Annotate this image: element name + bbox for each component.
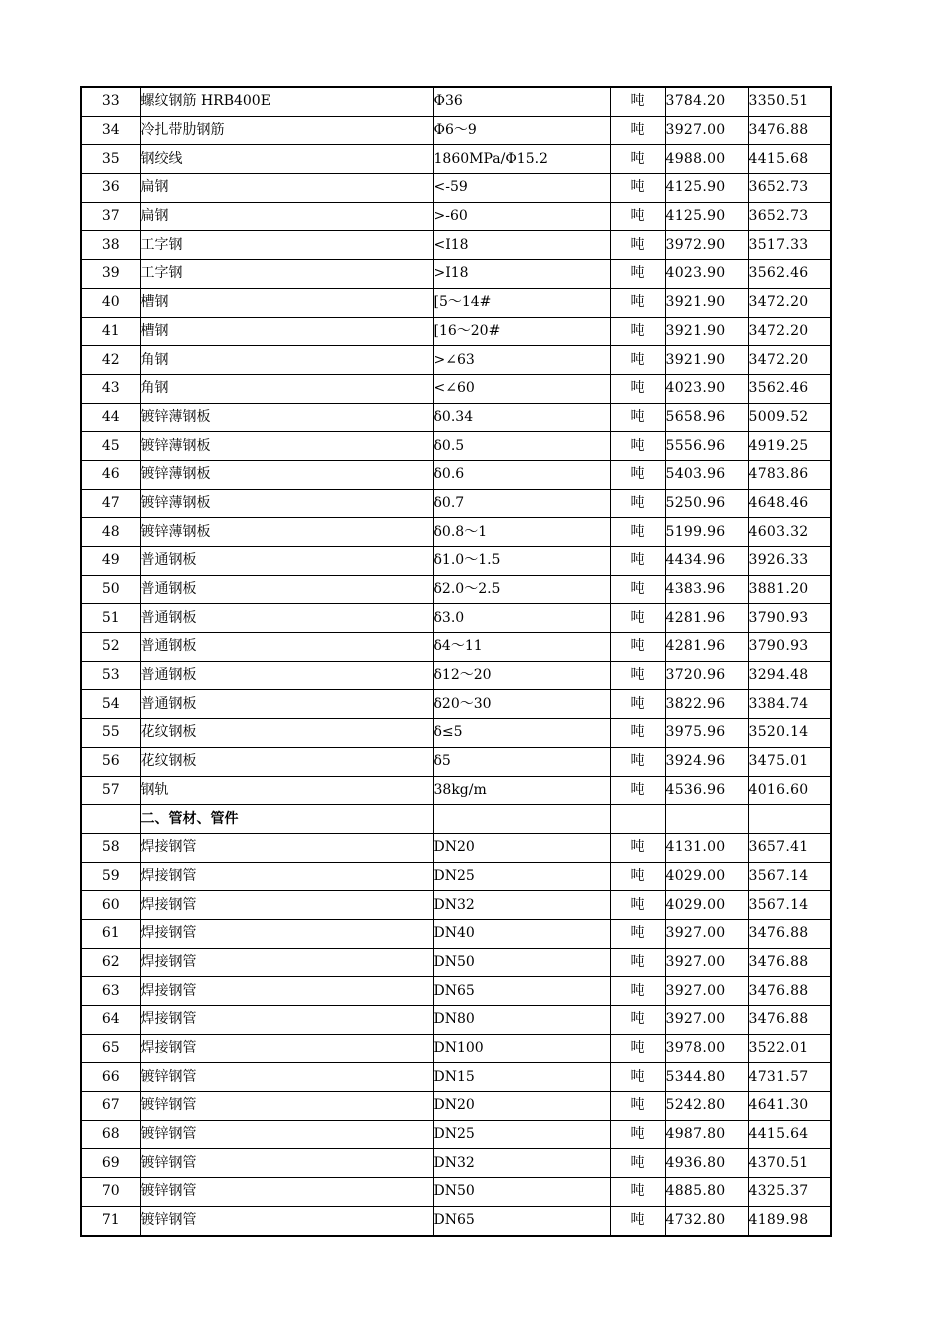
table-row bbox=[81, 174, 831, 203]
specification-cell: DN40 bbox=[433, 919, 610, 948]
price-table-body bbox=[81, 87, 831, 1236]
material-name-cell: 钢轨 bbox=[140, 776, 433, 805]
table-row bbox=[81, 202, 831, 231]
material-name-cell: 普通钢板 bbox=[140, 575, 433, 604]
price-without-tax-cell: 5009.52 bbox=[748, 403, 831, 432]
row-number-cell: 62 bbox=[81, 948, 140, 977]
specification-cell: [16～20# bbox=[433, 317, 610, 346]
material-name-cell: 焊接钢管 bbox=[140, 977, 433, 1006]
price-with-tax-cell: 4434.96 bbox=[665, 547, 748, 576]
price-with-tax-cell: 3822.96 bbox=[665, 690, 748, 719]
unit-cell: 吨 bbox=[610, 661, 665, 690]
specification-cell: δ12～20 bbox=[433, 661, 610, 690]
material-name-cell: 花纹钢板 bbox=[140, 747, 433, 776]
price-without-tax-cell: 4325.37 bbox=[748, 1178, 831, 1207]
row-number-cell: 45 bbox=[81, 432, 140, 461]
price-without-tax-cell: 3294.48 bbox=[748, 661, 831, 690]
specification-cell: DN50 bbox=[433, 1178, 610, 1207]
unit-cell: 吨 bbox=[610, 1006, 665, 1035]
unit-cell: 吨 bbox=[610, 518, 665, 547]
price-without-tax-cell: 4415.68 bbox=[748, 145, 831, 174]
unit-cell: 吨 bbox=[610, 1092, 665, 1121]
specification-cell: >Ⅰ18 bbox=[433, 260, 610, 289]
price-with-tax-cell: 4383.96 bbox=[665, 575, 748, 604]
unit-cell: 吨 bbox=[610, 1063, 665, 1092]
price-with-tax-cell: 4131.00 bbox=[665, 833, 748, 862]
unit-cell: 吨 bbox=[610, 174, 665, 203]
specification-cell: δ20～30 bbox=[433, 690, 610, 719]
unit-cell: 吨 bbox=[610, 432, 665, 461]
specification-cell: δ5 bbox=[433, 747, 610, 776]
price-with-tax-cell: 3784.20 bbox=[665, 87, 748, 116]
price-with-tax-cell: 4029.00 bbox=[665, 891, 748, 920]
price-with-tax-cell: 3921.90 bbox=[665, 346, 748, 375]
table-row bbox=[81, 489, 831, 518]
row-number-cell: 43 bbox=[81, 374, 140, 403]
row-number-cell: 55 bbox=[81, 719, 140, 748]
specification-cell: DN65 bbox=[433, 977, 610, 1006]
table-row bbox=[81, 518, 831, 547]
unit-cell: 吨 bbox=[610, 776, 665, 805]
row-number-cell: 44 bbox=[81, 403, 140, 432]
price-without-tax-cell: 3476.88 bbox=[748, 948, 831, 977]
price-with-tax-cell: 4029.00 bbox=[665, 862, 748, 891]
price-with-tax-cell: 5403.96 bbox=[665, 460, 748, 489]
price-without-tax-cell: 4731.57 bbox=[748, 1063, 831, 1092]
unit-cell: 吨 bbox=[610, 260, 665, 289]
price-without-tax-cell: 4370.51 bbox=[748, 1149, 831, 1178]
price-without-tax-cell: 3384.74 bbox=[748, 690, 831, 719]
row-number-cell: 36 bbox=[81, 174, 140, 203]
price-with-tax-cell: 3978.00 bbox=[665, 1034, 748, 1063]
specification-cell: DN65 bbox=[433, 1206, 610, 1235]
price-without-tax-cell: 3472.20 bbox=[748, 346, 831, 375]
material-name-cell: 普通钢板 bbox=[140, 604, 433, 633]
specification-cell: >-60 bbox=[433, 202, 610, 231]
material-name-cell: 螺纹钢筋 HRB400E bbox=[140, 87, 433, 116]
table-row bbox=[81, 1092, 831, 1121]
table-row bbox=[81, 948, 831, 977]
row-number-cell: 54 bbox=[81, 690, 140, 719]
material-name-cell: 普通钢板 bbox=[140, 661, 433, 690]
specification-cell: DN100 bbox=[433, 1034, 610, 1063]
table-row bbox=[81, 661, 831, 690]
table-row bbox=[81, 1206, 831, 1235]
row-number-cell: 49 bbox=[81, 547, 140, 576]
table-row bbox=[81, 231, 831, 260]
table-row bbox=[81, 1120, 831, 1149]
section-header-row bbox=[81, 805, 831, 834]
row-number-cell: 71 bbox=[81, 1206, 140, 1235]
row-number-cell: 52 bbox=[81, 633, 140, 662]
specification-cell: <Ⅰ18 bbox=[433, 231, 610, 260]
price-with-tax-cell: 3975.96 bbox=[665, 719, 748, 748]
table-row bbox=[81, 403, 831, 432]
table-row bbox=[81, 432, 831, 461]
row-number-cell: 70 bbox=[81, 1178, 140, 1207]
row-number-cell: 50 bbox=[81, 575, 140, 604]
unit-cell: 吨 bbox=[610, 747, 665, 776]
table-row bbox=[81, 977, 831, 1006]
table-row bbox=[81, 1034, 831, 1063]
row-number-cell: 42 bbox=[81, 346, 140, 375]
price-with-tax-cell: 5344.80 bbox=[665, 1063, 748, 1092]
material-name-cell: 角钢 bbox=[140, 346, 433, 375]
material-name-cell: 焊接钢管 bbox=[140, 1006, 433, 1035]
table-row bbox=[81, 1006, 831, 1035]
price-with-tax-cell: 4281.96 bbox=[665, 604, 748, 633]
unit-cell: 吨 bbox=[610, 403, 665, 432]
price-without-tax-cell: 3350.51 bbox=[748, 87, 831, 116]
material-name-cell: 镀锌薄钢板 bbox=[140, 403, 433, 432]
unit-cell: 吨 bbox=[610, 202, 665, 231]
price-without-tax-cell: 4641.30 bbox=[748, 1092, 831, 1121]
row-number-cell: 59 bbox=[81, 862, 140, 891]
unit-cell: 吨 bbox=[610, 1178, 665, 1207]
material-name-cell: 二、管材、管件 bbox=[140, 805, 433, 834]
price-with-tax-cell: 4023.90 bbox=[665, 374, 748, 403]
price-with-tax-cell: 3924.96 bbox=[665, 747, 748, 776]
unit-cell: 吨 bbox=[610, 1149, 665, 1178]
row-number-cell: 34 bbox=[81, 116, 140, 145]
price-without-tax-cell: 3790.93 bbox=[748, 604, 831, 633]
row-number-cell: 69 bbox=[81, 1149, 140, 1178]
specification-cell: <∠60 bbox=[433, 374, 610, 403]
material-name-cell: 普通钢板 bbox=[140, 633, 433, 662]
material-name-cell: 槽钢 bbox=[140, 317, 433, 346]
table-row bbox=[81, 260, 831, 289]
table-row bbox=[81, 288, 831, 317]
price-with-tax-cell: 3927.00 bbox=[665, 1006, 748, 1035]
row-number-cell: 60 bbox=[81, 891, 140, 920]
row-number-cell: 57 bbox=[81, 776, 140, 805]
unit-cell: 吨 bbox=[610, 460, 665, 489]
table-row bbox=[81, 747, 831, 776]
price-without-tax-cell: 3476.88 bbox=[748, 977, 831, 1006]
table-row bbox=[81, 374, 831, 403]
table-row bbox=[81, 690, 831, 719]
table-row bbox=[81, 87, 831, 116]
table-row bbox=[81, 346, 831, 375]
price-without-tax-cell: 3476.88 bbox=[748, 1006, 831, 1035]
material-name-cell: 镀锌钢管 bbox=[140, 1178, 433, 1207]
row-number-cell: 58 bbox=[81, 833, 140, 862]
material-name-cell: 焊接钢管 bbox=[140, 1034, 433, 1063]
price-without-tax-cell bbox=[748, 805, 831, 834]
row-number-cell: 63 bbox=[81, 977, 140, 1006]
table-row bbox=[81, 833, 831, 862]
price-without-tax-cell: 3520.14 bbox=[748, 719, 831, 748]
unit-cell: 吨 bbox=[610, 690, 665, 719]
price-with-tax-cell: 3720.96 bbox=[665, 661, 748, 690]
material-name-cell: 镀锌钢管 bbox=[140, 1120, 433, 1149]
unit-cell: 吨 bbox=[610, 547, 665, 576]
price-with-tax-cell: 4125.90 bbox=[665, 174, 748, 203]
table-row bbox=[81, 1149, 831, 1178]
unit-cell: 吨 bbox=[610, 374, 665, 403]
price-without-tax-cell: 3652.73 bbox=[748, 174, 831, 203]
row-number-cell: 39 bbox=[81, 260, 140, 289]
row-number-cell: 40 bbox=[81, 288, 140, 317]
material-name-cell: 镀锌薄钢板 bbox=[140, 518, 433, 547]
material-name-cell: 焊接钢管 bbox=[140, 891, 433, 920]
specification-cell: DN25 bbox=[433, 1120, 610, 1149]
price-without-tax-cell: 3657.41 bbox=[748, 833, 831, 862]
material-name-cell: 焊接钢管 bbox=[140, 833, 433, 862]
row-number-cell: 64 bbox=[81, 1006, 140, 1035]
material-name-cell: 扁钢 bbox=[140, 202, 433, 231]
row-number-cell bbox=[81, 805, 140, 834]
price-without-tax-cell: 3472.20 bbox=[748, 317, 831, 346]
material-name-cell: 镀锌钢管 bbox=[140, 1206, 433, 1235]
row-number-cell: 67 bbox=[81, 1092, 140, 1121]
price-without-tax-cell: 3652.73 bbox=[748, 202, 831, 231]
material-name-cell: 角钢 bbox=[140, 374, 433, 403]
material-name-cell: 焊接钢管 bbox=[140, 919, 433, 948]
price-without-tax-cell: 3881.20 bbox=[748, 575, 831, 604]
material-name-cell: 槽钢 bbox=[140, 288, 433, 317]
row-number-cell: 66 bbox=[81, 1063, 140, 1092]
unit-cell: 吨 bbox=[610, 919, 665, 948]
material-name-cell: 冷扎带肋钢筋 bbox=[140, 116, 433, 145]
price-with-tax-cell: 5242.80 bbox=[665, 1092, 748, 1121]
specification-cell: δ0.34 bbox=[433, 403, 610, 432]
material-name-cell: 钢绞线 bbox=[140, 145, 433, 174]
unit-cell: 吨 bbox=[610, 346, 665, 375]
row-number-cell: 56 bbox=[81, 747, 140, 776]
unit-cell: 吨 bbox=[610, 891, 665, 920]
specification-cell: δ0.5 bbox=[433, 432, 610, 461]
material-name-cell: 镀锌钢管 bbox=[140, 1092, 433, 1121]
material-name-cell: 镀锌薄钢板 bbox=[140, 489, 433, 518]
specification-cell: 38kg/m bbox=[433, 776, 610, 805]
price-with-tax-cell: 4936.80 bbox=[665, 1149, 748, 1178]
specification-cell: DN80 bbox=[433, 1006, 610, 1035]
table-row bbox=[81, 633, 831, 662]
material-name-cell: 镀锌钢管 bbox=[140, 1063, 433, 1092]
material-name-cell: 镀锌钢管 bbox=[140, 1149, 433, 1178]
unit-cell: 吨 bbox=[610, 489, 665, 518]
table-row bbox=[81, 116, 831, 145]
unit-cell: 吨 bbox=[610, 87, 665, 116]
price-with-tax-cell: 4885.80 bbox=[665, 1178, 748, 1207]
price-with-tax-cell bbox=[665, 805, 748, 834]
specification-cell: DN15 bbox=[433, 1063, 610, 1092]
unit-cell: 吨 bbox=[610, 1206, 665, 1235]
material-name-cell: 镀锌薄钢板 bbox=[140, 432, 433, 461]
specification-cell: δ3.0 bbox=[433, 604, 610, 633]
price-with-tax-cell: 3927.00 bbox=[665, 116, 748, 145]
unit-cell: 吨 bbox=[610, 977, 665, 1006]
price-without-tax-cell: 3517.33 bbox=[748, 231, 831, 260]
specification-cell: DN32 bbox=[433, 891, 610, 920]
price-without-tax-cell: 4016.60 bbox=[748, 776, 831, 805]
unit-cell: 吨 bbox=[610, 719, 665, 748]
price-with-tax-cell: 3927.00 bbox=[665, 977, 748, 1006]
price-without-tax-cell: 3926.33 bbox=[748, 547, 831, 576]
unit-cell: 吨 bbox=[610, 862, 665, 891]
price-with-tax-cell: 5199.96 bbox=[665, 518, 748, 547]
specification-cell bbox=[433, 805, 610, 834]
price-without-tax-cell: 4783.86 bbox=[748, 460, 831, 489]
specification-cell: δ1.0～1.5 bbox=[433, 547, 610, 576]
specification-cell: <-59 bbox=[433, 174, 610, 203]
unit-cell: 吨 bbox=[610, 231, 665, 260]
material-name-cell: 工字钢 bbox=[140, 260, 433, 289]
row-number-cell: 47 bbox=[81, 489, 140, 518]
unit-cell: 吨 bbox=[610, 116, 665, 145]
price-with-tax-cell: 4536.96 bbox=[665, 776, 748, 805]
specification-cell: δ4～11 bbox=[433, 633, 610, 662]
unit-cell: 吨 bbox=[610, 288, 665, 317]
table-row bbox=[81, 547, 831, 576]
row-number-cell: 53 bbox=[81, 661, 140, 690]
table-row bbox=[81, 719, 831, 748]
specification-cell: δ0.6 bbox=[433, 460, 610, 489]
price-without-tax-cell: 4415.64 bbox=[748, 1120, 831, 1149]
price-without-tax-cell: 3567.14 bbox=[748, 891, 831, 920]
table-row bbox=[81, 317, 831, 346]
material-name-cell: 普通钢板 bbox=[140, 547, 433, 576]
specification-cell: DN50 bbox=[433, 948, 610, 977]
material-name-cell: 扁钢 bbox=[140, 174, 433, 203]
unit-cell: 吨 bbox=[610, 575, 665, 604]
price-without-tax-cell: 3567.14 bbox=[748, 862, 831, 891]
specification-cell: DN20 bbox=[433, 1092, 610, 1121]
row-number-cell: 68 bbox=[81, 1120, 140, 1149]
specification-cell: δ2.0～2.5 bbox=[433, 575, 610, 604]
price-with-tax-cell: 4281.96 bbox=[665, 633, 748, 662]
price-with-tax-cell: 3927.00 bbox=[665, 948, 748, 977]
table-row bbox=[81, 862, 831, 891]
material-name-cell: 镀锌薄钢板 bbox=[140, 460, 433, 489]
unit-cell: 吨 bbox=[610, 833, 665, 862]
material-name-cell: 工字钢 bbox=[140, 231, 433, 260]
unit-cell: 吨 bbox=[610, 604, 665, 633]
material-name-cell: 普通钢板 bbox=[140, 690, 433, 719]
table-row bbox=[81, 575, 831, 604]
price-with-tax-cell: 4023.90 bbox=[665, 260, 748, 289]
table-row bbox=[81, 1178, 831, 1207]
price-without-tax-cell: 3562.46 bbox=[748, 260, 831, 289]
unit-cell: 吨 bbox=[610, 145, 665, 174]
row-number-cell: 33 bbox=[81, 87, 140, 116]
price-with-tax-cell: 5250.96 bbox=[665, 489, 748, 518]
table-row bbox=[81, 1063, 831, 1092]
price-with-tax-cell: 5556.96 bbox=[665, 432, 748, 461]
specification-cell: >∠63 bbox=[433, 346, 610, 375]
price-without-tax-cell: 3562.46 bbox=[748, 374, 831, 403]
specification-cell: δ0.8～1 bbox=[433, 518, 610, 547]
price-with-tax-cell: 3972.90 bbox=[665, 231, 748, 260]
specification-cell: DN32 bbox=[433, 1149, 610, 1178]
price-without-tax-cell: 3475.01 bbox=[748, 747, 831, 776]
row-number-cell: 37 bbox=[81, 202, 140, 231]
unit-cell bbox=[610, 805, 665, 834]
specification-cell: DN25 bbox=[433, 862, 610, 891]
price-with-tax-cell: 5658.96 bbox=[665, 403, 748, 432]
unit-cell: 吨 bbox=[610, 1034, 665, 1063]
unit-cell: 吨 bbox=[610, 633, 665, 662]
row-number-cell: 38 bbox=[81, 231, 140, 260]
table-row bbox=[81, 776, 831, 805]
price-without-tax-cell: 4189.98 bbox=[748, 1206, 831, 1235]
table-row bbox=[81, 891, 831, 920]
specification-cell: Φ6～9 bbox=[433, 116, 610, 145]
material-name-cell: 花纹钢板 bbox=[140, 719, 433, 748]
price-without-tax-cell: 4648.46 bbox=[748, 489, 831, 518]
table-row bbox=[81, 604, 831, 633]
material-name-cell: 焊接钢管 bbox=[140, 862, 433, 891]
specification-cell: [5～14# bbox=[433, 288, 610, 317]
price-with-tax-cell: 3927.00 bbox=[665, 919, 748, 948]
table-row bbox=[81, 145, 831, 174]
material-name-cell: 焊接钢管 bbox=[140, 948, 433, 977]
row-number-cell: 48 bbox=[81, 518, 140, 547]
price-with-tax-cell: 3921.90 bbox=[665, 288, 748, 317]
price-without-tax-cell: 3472.20 bbox=[748, 288, 831, 317]
unit-cell: 吨 bbox=[610, 317, 665, 346]
row-number-cell: 35 bbox=[81, 145, 140, 174]
price-without-tax-cell: 3522.01 bbox=[748, 1034, 831, 1063]
price-without-tax-cell: 3476.88 bbox=[748, 919, 831, 948]
row-number-cell: 61 bbox=[81, 919, 140, 948]
specification-cell: DN20 bbox=[433, 833, 610, 862]
price-with-tax-cell: 4988.00 bbox=[665, 145, 748, 174]
unit-cell: 吨 bbox=[610, 948, 665, 977]
row-number-cell: 51 bbox=[81, 604, 140, 633]
table-row bbox=[81, 460, 831, 489]
row-number-cell: 46 bbox=[81, 460, 140, 489]
specification-cell: δ0.7 bbox=[433, 489, 610, 518]
specification-cell: Φ36 bbox=[433, 87, 610, 116]
price-without-tax-cell: 4603.32 bbox=[748, 518, 831, 547]
price-without-tax-cell: 3790.93 bbox=[748, 633, 831, 662]
unit-cell: 吨 bbox=[610, 1120, 665, 1149]
price-without-tax-cell: 4919.25 bbox=[748, 432, 831, 461]
price-table bbox=[80, 86, 832, 1237]
specification-cell: 1860MPa/Φ15.2 bbox=[433, 145, 610, 174]
price-with-tax-cell: 3921.90 bbox=[665, 317, 748, 346]
price-with-tax-cell: 4987.80 bbox=[665, 1120, 748, 1149]
price-with-tax-cell: 4732.80 bbox=[665, 1206, 748, 1235]
row-number-cell: 65 bbox=[81, 1034, 140, 1063]
price-with-tax-cell: 4125.90 bbox=[665, 202, 748, 231]
row-number-cell: 41 bbox=[81, 317, 140, 346]
price-without-tax-cell: 3476.88 bbox=[748, 116, 831, 145]
table-row bbox=[81, 919, 831, 948]
specification-cell: δ≤5 bbox=[433, 719, 610, 748]
